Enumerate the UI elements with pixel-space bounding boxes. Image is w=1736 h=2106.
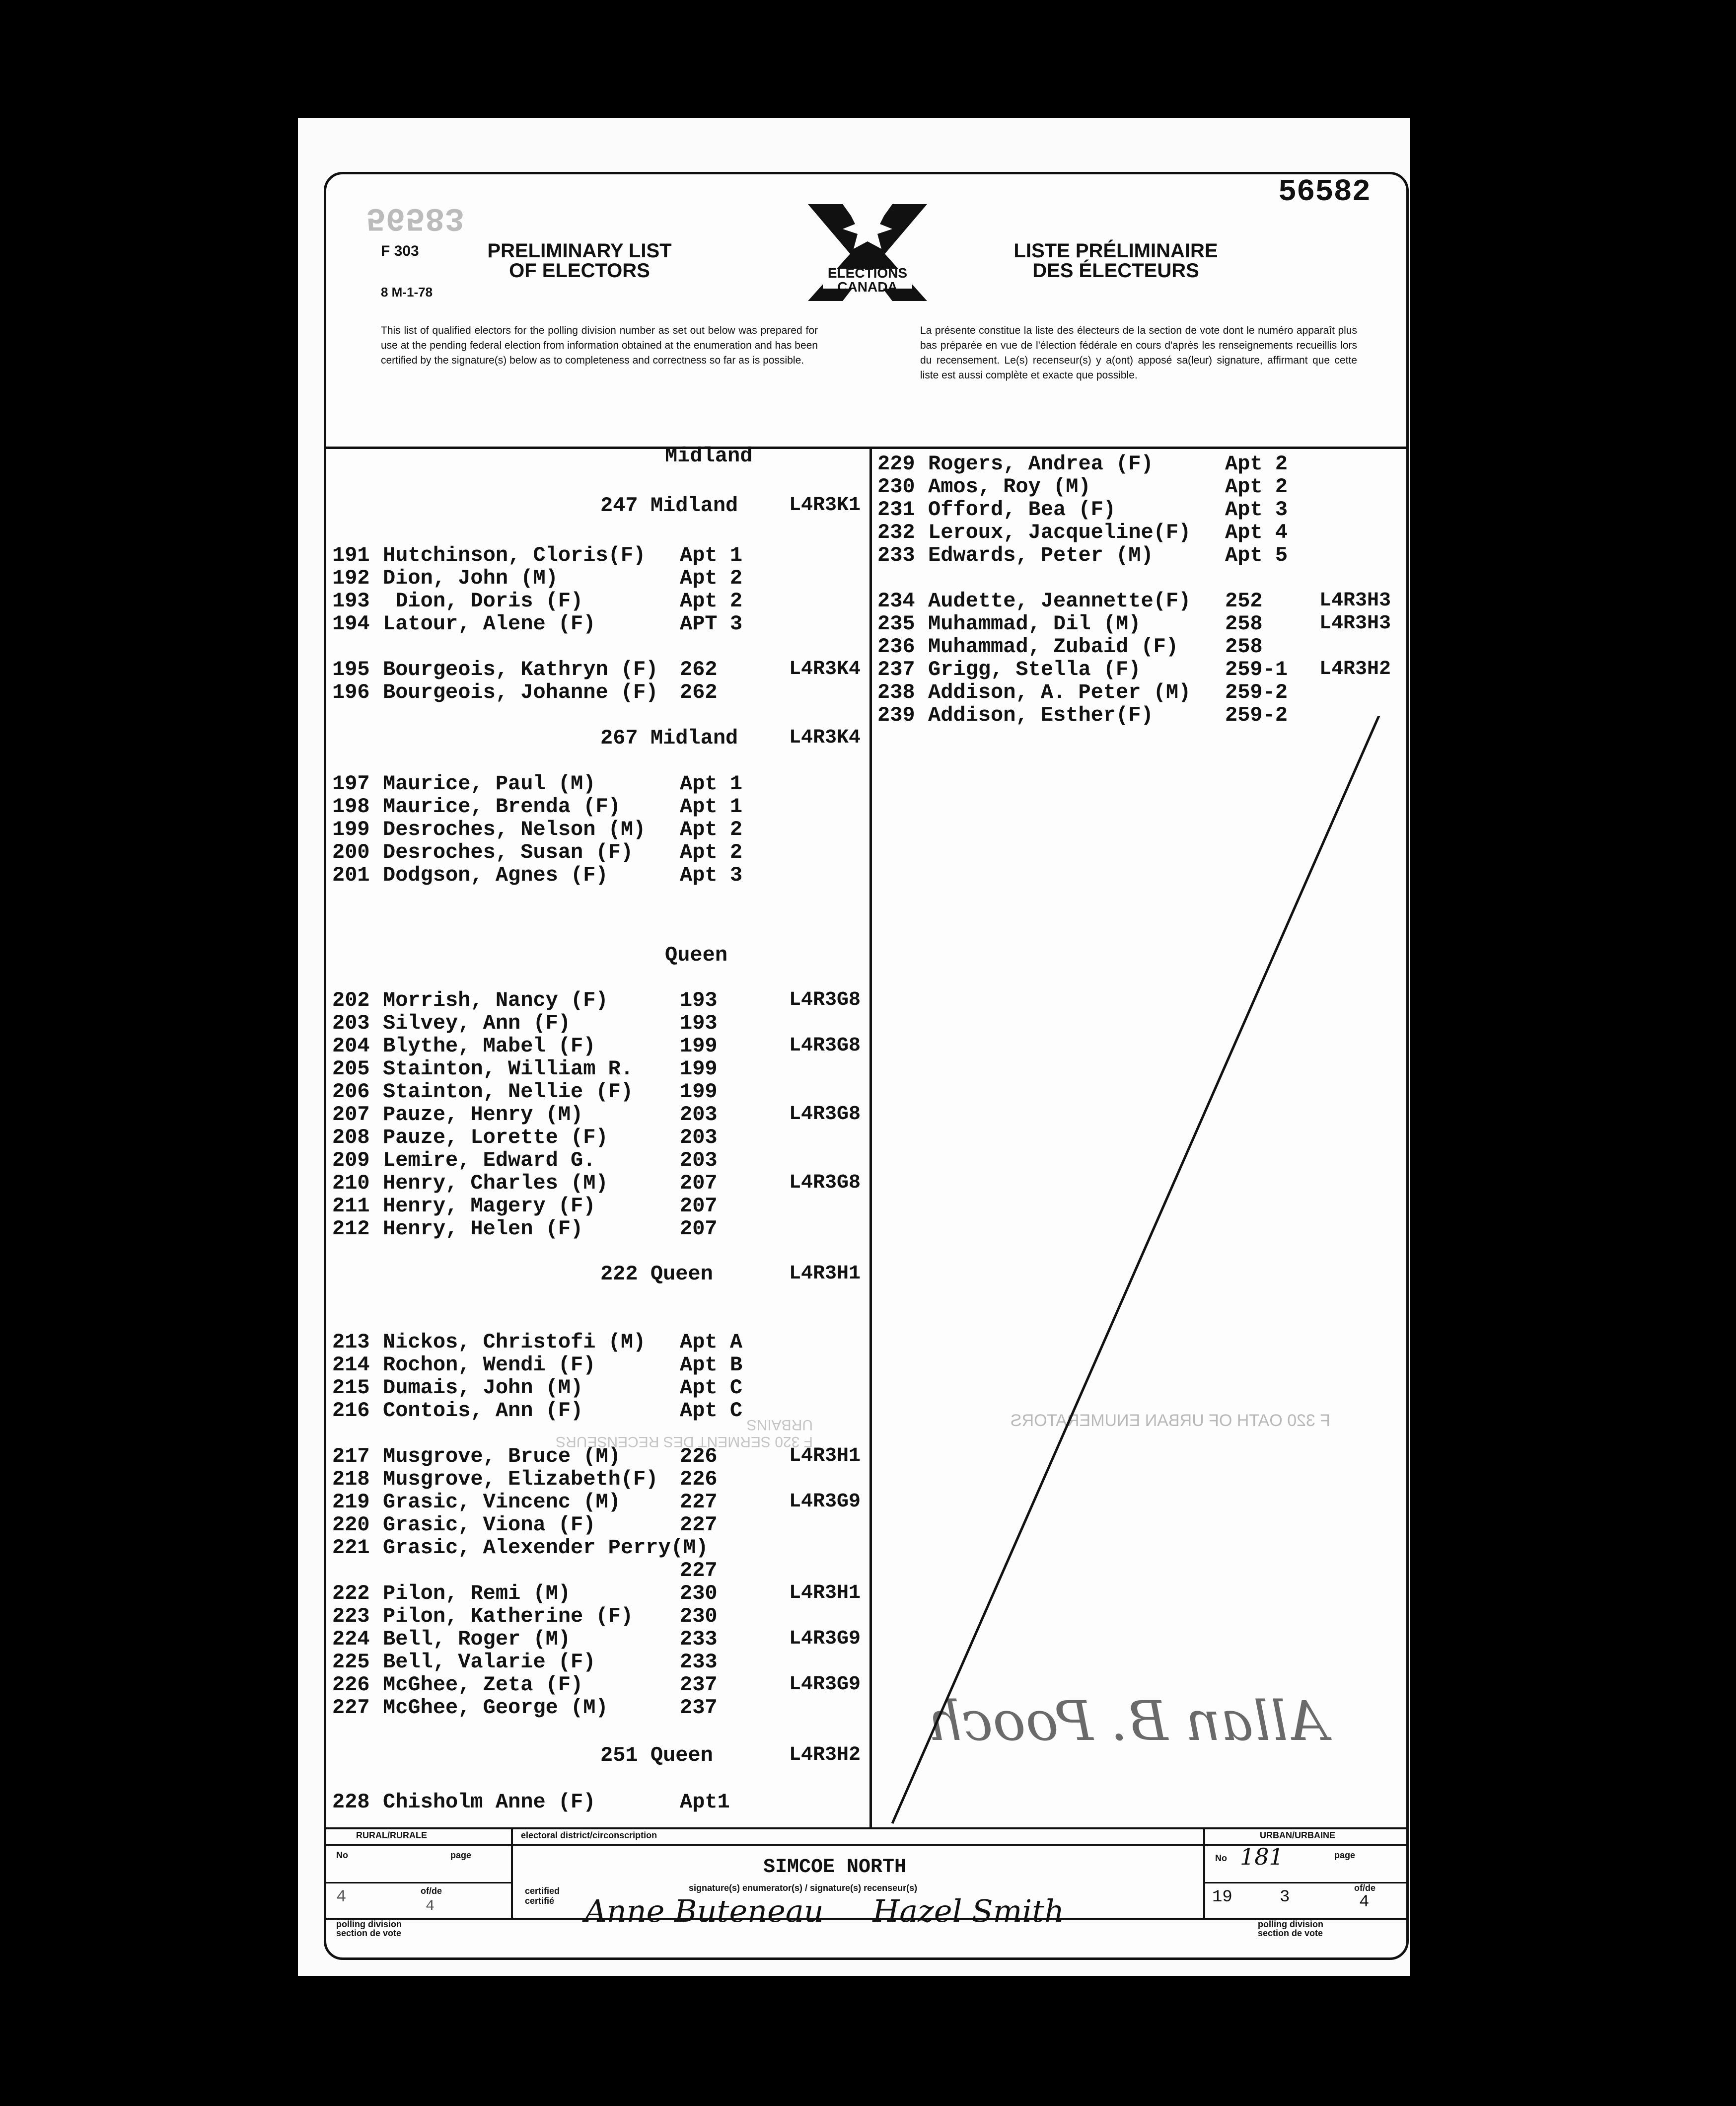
- elector-address: 262: [680, 658, 718, 681]
- stamp-number: 56582: [1278, 174, 1371, 210]
- urban-of-value: 4: [1359, 1893, 1370, 1912]
- elector-name: Dumais, John (M): [383, 1376, 583, 1400]
- postal-code: L4R3K1: [789, 494, 861, 517]
- footer-rural-mid: [326, 1882, 511, 1883]
- elector-number: 220: [332, 1513, 370, 1537]
- postal-code: L4R3H1: [789, 1263, 861, 1285]
- elector-address: Apt 2: [680, 818, 743, 841]
- elector-name: Offord, Bea (F): [928, 498, 1116, 522]
- elector-name: Chisholm Anne (F): [383, 1790, 596, 1814]
- elector-address: Apt 2: [1225, 452, 1288, 476]
- street-heading: 222 Queen: [600, 1262, 713, 1286]
- elector-name: Pilon, Remi (M): [383, 1581, 571, 1605]
- elector-address: Apt 1: [680, 543, 743, 567]
- elector-name: Maurice, Brenda (F): [383, 795, 621, 819]
- elector-address: 193: [680, 1011, 718, 1035]
- rural-page-number: 4: [336, 1888, 347, 1907]
- elector-number: 233: [877, 543, 915, 567]
- rural-of-label: of/de: [421, 1886, 442, 1896]
- elector-name: Desroches, Susan (F): [383, 840, 634, 864]
- elector-address: 258: [1225, 635, 1263, 659]
- elector-number: 197: [332, 772, 370, 796]
- form-date: 8 M-1-78: [381, 285, 433, 300]
- urban-label: URBAN/URBAINE: [1260, 1830, 1335, 1840]
- year-prefix: 19: [1212, 1888, 1232, 1907]
- elector-number: 235: [877, 612, 915, 636]
- elector-address: 259-2: [1225, 703, 1288, 727]
- elector-number: 236: [877, 635, 915, 659]
- cancel-strike-line: [872, 716, 1399, 1828]
- postal-code: L4R3K4: [789, 658, 861, 680]
- elector-name: Stainton, William R.: [383, 1057, 634, 1081]
- elector-address: 203: [680, 1148, 718, 1172]
- elector-name: Dion, John (M): [383, 566, 558, 590]
- elector-name: Leroux, Jacqueline(F): [928, 521, 1191, 544]
- elector-address: 199: [680, 1057, 718, 1081]
- elector-number: 239: [877, 703, 915, 727]
- postal-code: L4R3H3: [1319, 612, 1391, 635]
- elector-address: 237: [680, 1673, 718, 1697]
- elector-name: Henry, Magery (F): [383, 1194, 596, 1218]
- elector-number: 207: [332, 1103, 370, 1127]
- elector-number: 206: [332, 1080, 370, 1104]
- polling-division-label-left: polling division section de vote: [336, 1919, 402, 1938]
- urban-of-label: of/de: [1354, 1883, 1375, 1893]
- elector-number: 202: [332, 988, 370, 1012]
- elector-name: Henry, Charles (M): [383, 1171, 608, 1195]
- elector-number: 199: [332, 818, 370, 841]
- certified-label: certified certifié: [525, 1886, 560, 1906]
- elector-number: 212: [332, 1217, 370, 1241]
- elector-number: 192: [332, 566, 370, 590]
- elector-name: Desroches, Nelson (M): [383, 818, 646, 841]
- elector-number: 224: [332, 1627, 370, 1651]
- street-heading: 267 Midland: [600, 726, 738, 750]
- elector-number: 210: [332, 1171, 370, 1195]
- elector-address: Apt 3: [680, 863, 743, 887]
- agency-name: ELECTIONS CANADA: [827, 265, 908, 295]
- footer-divider-right: [1203, 1827, 1205, 1918]
- elector-number: 195: [332, 658, 370, 681]
- urban-no-value: 181: [1240, 1843, 1284, 1870]
- elector-number: 205: [332, 1057, 370, 1081]
- elector-name: Nickos, Christofi (M): [383, 1330, 646, 1354]
- elector-name: Blythe, Mabel (F): [383, 1034, 596, 1058]
- elector-name: Addison, A. Peter (M): [928, 680, 1191, 704]
- footer-urban-mid: [1203, 1882, 1406, 1883]
- urban-no-label: No: [1215, 1853, 1227, 1863]
- elector-number: 213: [332, 1330, 370, 1354]
- footer-divider-left: [511, 1827, 513, 1918]
- elector-address: 203: [680, 1126, 718, 1149]
- elector-name: Dion, Doris (F): [383, 589, 583, 613]
- elector-name: Contois, Ann (F): [383, 1399, 583, 1423]
- elector-number: 218: [332, 1467, 370, 1491]
- footer-rule: [326, 1827, 1406, 1829]
- postal-code: L4R3G9: [789, 1491, 861, 1513]
- street-heading: 247 Midland: [600, 494, 738, 518]
- title-en: PRELIMINARY LIST OF ELECTORS: [487, 240, 672, 282]
- title-fr: LISTE PRÉLIMINAIRE DES ÉLECTEURS: [1013, 240, 1218, 282]
- elector-number: 223: [332, 1604, 370, 1628]
- elector-name: McGhee, Zeta (F): [383, 1673, 583, 1697]
- elector-number: 211: [332, 1194, 370, 1218]
- elector-address: Apt 2: [680, 566, 743, 590]
- postal-code: L4R3H3: [1319, 590, 1391, 612]
- rural-no-label: No: [336, 1850, 348, 1860]
- district-value: SIMCOE NORTH: [763, 1856, 907, 1879]
- district-label: electoral district/circonscription: [521, 1830, 657, 1840]
- elector-address: 230: [680, 1581, 718, 1605]
- bleed-through-oath: F 320 OATH OF URBAN ENUMERATORS: [1010, 1411, 1331, 1430]
- elector-number: 191: [332, 543, 370, 567]
- elector-number: 225: [332, 1650, 370, 1674]
- postal-code: L4R3H2: [789, 1744, 861, 1766]
- elector-address: 199: [680, 1080, 718, 1104]
- postal-code: L4R3K4: [789, 727, 861, 749]
- elector-number: 228: [332, 1790, 370, 1814]
- elector-name: Muhammad, Zubaid (F): [928, 635, 1179, 659]
- elector-name: Morrish, Nancy (F): [383, 988, 608, 1012]
- polling-division-label-right: polling division section de vote: [1258, 1919, 1323, 1938]
- elector-address: Apt B: [680, 1353, 743, 1377]
- elector-address: 199: [680, 1034, 718, 1058]
- elector-number: 201: [332, 863, 370, 887]
- elector-number: 227: [332, 1696, 370, 1720]
- elector-number: 232: [877, 521, 915, 544]
- elector-address: Apt C: [680, 1399, 743, 1423]
- intro-fr: La présente constitue la liste des électeurs de la section de vote dont le numéro apparaît plus bas préparée en vue de l'élection fédérale en cours d'après les renseignements recueillis lors du recensement. Le(s) recenseur(s) y a(ont) apposé sa(leur) signature, affirmant que cette liste est aussi complète et exacte que possible.: [920, 325, 1357, 381]
- elector-name: Edwards, Peter (M): [928, 543, 1154, 567]
- elector-address: 262: [680, 680, 718, 704]
- elector-name: Addison, Esther(F): [928, 703, 1154, 727]
- enumerator-signatures: Anne Buteneau Hazel Smith: [584, 1893, 1065, 1929]
- elector-name: Bell, Roger (M): [383, 1627, 571, 1651]
- elector-name: Musgrove, Bruce (M): [383, 1444, 621, 1468]
- elector-number: 237: [877, 658, 915, 681]
- elector-name: Grasic, Alexender Perry(M): [383, 1536, 709, 1560]
- elector-number: 221: [332, 1536, 370, 1560]
- elector-number: 193: [332, 589, 370, 613]
- elector-name: Henry, Helen (F): [383, 1217, 583, 1241]
- elector-name: Stainton, Nellie (F): [383, 1080, 634, 1104]
- elector-address: Apt A: [680, 1330, 743, 1354]
- elector-number: 203: [332, 1011, 370, 1035]
- elector-number: 209: [332, 1148, 370, 1172]
- postal-code: L4R3G9: [789, 1673, 861, 1696]
- elector-number: 215: [332, 1376, 370, 1400]
- elector-address: 227: [680, 1513, 718, 1537]
- elector-address: 207: [680, 1217, 718, 1241]
- elector-name: Muhammad, Dil (M): [928, 612, 1141, 636]
- elector-number: 222: [332, 1581, 370, 1605]
- rural-of-number: 4: [426, 1898, 435, 1915]
- elector-name: Lemire, Edward G.: [383, 1148, 596, 1172]
- elector-name: Hutchinson, Cloris(F): [383, 543, 646, 567]
- elector-number: 194: [332, 612, 370, 636]
- elector-address: Apt 3: [1225, 498, 1288, 522]
- elector-address: 233: [680, 1650, 718, 1674]
- elector-address: 227: [680, 1490, 718, 1514]
- postal-code: L4R3H2: [1319, 658, 1391, 680]
- elector-name: Bourgeois, Johanne (F): [383, 680, 658, 704]
- elector-number: 216: [332, 1399, 370, 1423]
- elector-address: 226: [680, 1444, 718, 1468]
- header-rule: [326, 447, 1406, 449]
- elector-number: 214: [332, 1353, 370, 1377]
- elector-address: 259-1: [1225, 658, 1288, 681]
- elector-address: 207: [680, 1171, 718, 1195]
- elector-number: 200: [332, 840, 370, 864]
- elector-name: Pilon, Katherine (F): [383, 1604, 634, 1628]
- elector-name: Audette, Jeannette(F): [928, 589, 1191, 613]
- elector-name: Rochon, Wendi (F): [383, 1353, 596, 1377]
- elector-name: McGhee, George (M): [383, 1696, 608, 1720]
- elector-address: Apt1: [680, 1790, 730, 1814]
- elector-address: Apt 5: [1225, 543, 1288, 567]
- elector-number: 231: [877, 498, 915, 522]
- elector-number: 198: [332, 795, 370, 819]
- elector-number: 217: [332, 1444, 370, 1468]
- urban-page-value: 3: [1280, 1888, 1290, 1907]
- postal-code: L4R3G8: [789, 1103, 861, 1126]
- elector-number: 226: [332, 1673, 370, 1697]
- elector-list-form: [324, 172, 1409, 1960]
- elector-address: 237: [680, 1696, 718, 1720]
- elector-number: 229: [877, 452, 915, 476]
- elector-address: 230: [680, 1604, 718, 1628]
- elector-address: 252: [1225, 589, 1263, 613]
- elector-address: 207: [680, 1194, 718, 1218]
- street-heading: Queen: [665, 943, 728, 967]
- elector-name: Silvey, Ann (F): [383, 1011, 571, 1035]
- elector-number: 238: [877, 680, 915, 704]
- rural-label: RURAL/RURALE: [356, 1830, 427, 1840]
- bleed-through-signature: Allan B. Pooch: [927, 1689, 1328, 1753]
- elector-name: Bell, Valarie (F): [383, 1650, 596, 1674]
- elector-address: Apt 2: [680, 589, 743, 613]
- street-heading: Midland: [665, 444, 753, 468]
- intro-en: This list of qualified electors for the polling division number as set out below was prepared for use at the pending federal election from information obtained at the enumeration and has been certified by the signature(s) below as to completeness and correctness so far as is possible.: [381, 325, 818, 366]
- elector-name: Grasic, Vincenc (M): [383, 1490, 621, 1514]
- postal-code: L4R3G9: [789, 1628, 861, 1650]
- rural-page-label: page: [450, 1850, 472, 1860]
- elector-number: 204: [332, 1034, 370, 1058]
- elector-address: 227: [680, 1559, 718, 1582]
- elector-number: 196: [332, 680, 370, 704]
- elector-address: Apt 2: [1225, 475, 1288, 499]
- elector-name: Bourgeois, Kathryn (F): [383, 658, 658, 681]
- elector-address: APT 3: [680, 612, 743, 636]
- signature-label: signature(s) enumerator(s) / signature(s) recenseur(s): [689, 1883, 918, 1893]
- elector-address: Apt 1: [680, 795, 743, 819]
- elector-address: Apt 1: [680, 772, 743, 796]
- urban-page-label: page: [1334, 1850, 1356, 1860]
- stamp-number-faint: 56583: [366, 199, 465, 236]
- elector-name: Rogers, Andrea (F): [928, 452, 1154, 476]
- elector-number: 219: [332, 1490, 370, 1514]
- elector-number: 208: [332, 1126, 370, 1149]
- elector-name: Pauze, Henry (M): [383, 1103, 583, 1127]
- elector-name: Pauze, Lorette (F): [383, 1126, 608, 1149]
- postal-code: L4R3G8: [789, 989, 861, 1011]
- elector-name: Grigg, Stella (F): [928, 658, 1141, 681]
- elector-name: Amos, Roy (M): [928, 475, 1091, 499]
- elections-canada-logo: [793, 194, 942, 303]
- postal-code: L4R3H1: [789, 1445, 861, 1467]
- elector-address: 259-2: [1225, 680, 1288, 704]
- elector-address: Apt 4: [1225, 521, 1288, 544]
- elector-address: 193: [680, 988, 718, 1012]
- bleed-through-oath-fr: F 320 SERMENT DES RECENSEURS URBAINS: [556, 1417, 813, 1450]
- elector-number: 234: [877, 589, 915, 613]
- postal-code: L4R3G8: [789, 1172, 861, 1194]
- elector-name: Dodgson, Agnes (F): [383, 863, 608, 887]
- elector-address: 233: [680, 1627, 718, 1651]
- elector-name: Maurice, Paul (M): [383, 772, 596, 796]
- postal-code: L4R3G8: [789, 1035, 861, 1057]
- elector-address: 226: [680, 1467, 718, 1491]
- elector-address: 203: [680, 1103, 718, 1127]
- column-divider: [869, 447, 872, 1827]
- elector-name: Grasic, Viona (F): [383, 1513, 596, 1537]
- postal-code: L4R3H1: [789, 1582, 861, 1604]
- elector-number: 230: [877, 475, 915, 499]
- form-number: F 303: [381, 243, 419, 259]
- elector-name: Musgrove, Elizabeth(F): [383, 1467, 658, 1491]
- street-heading: 251 Queen: [600, 1743, 713, 1767]
- elector-address: 258: [1225, 612, 1263, 636]
- elector-name: Latour, Alene (F): [383, 612, 596, 636]
- elector-address: Apt 2: [680, 840, 743, 864]
- elector-address: Apt C: [680, 1376, 743, 1400]
